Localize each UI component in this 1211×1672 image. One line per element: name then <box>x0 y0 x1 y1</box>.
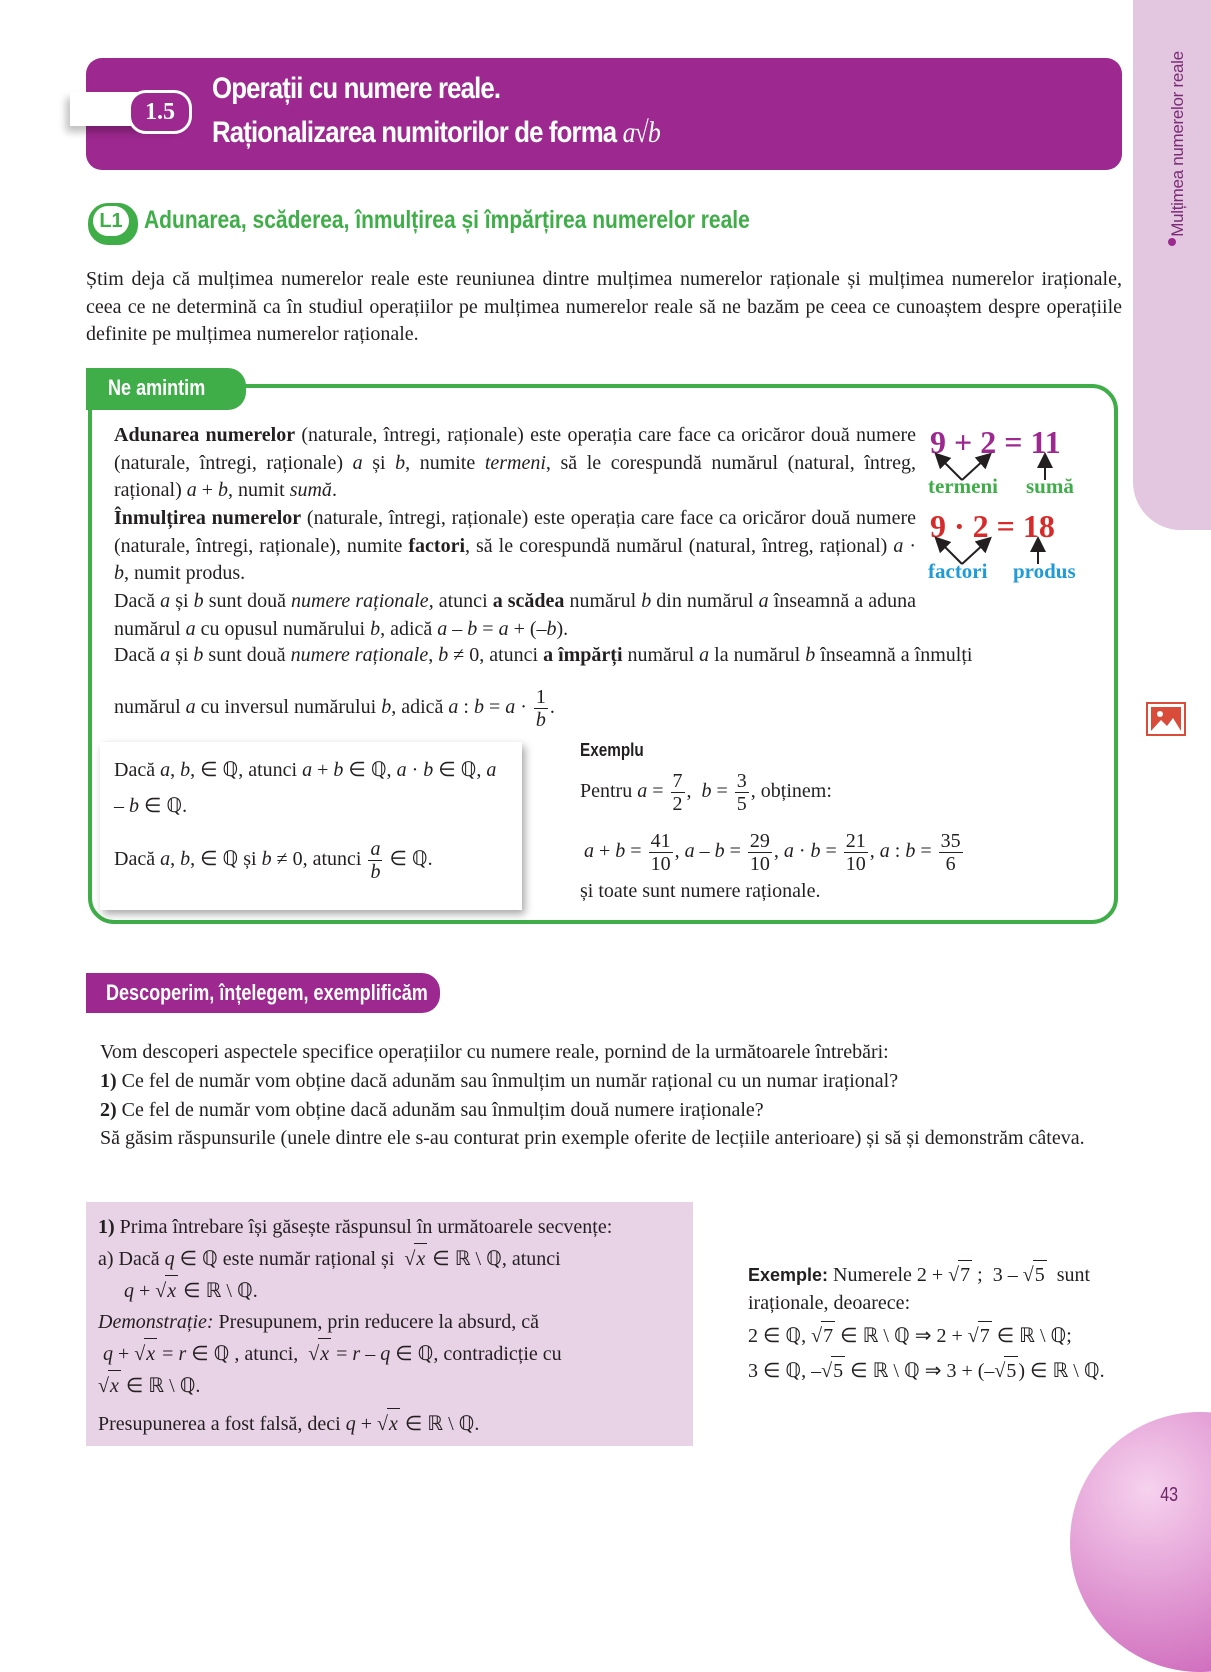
proof-conclusion: Presupunerea a fost falsă, deci q + √x ∈ ℝ \ ℚ. <box>98 1408 688 1440</box>
intro-paragraph: Știm deja că mulțimea numerelor reale este reuniunea dintre mulțimea numerelor raționale și mulțimea numerelor iraționale, ceea ce ne determină ca în studiul operațiilor pe mulțimea numerelor reale să ne bazăm pe ceea ce cunoaștem despre operațiile definite pe mulțimea numerelor raționale. <box>86 268 1122 345</box>
proof-step: q + √x = r ∈ ℚ , atunci, √x = r – q ∈ ℚ, contradicție cu <box>98 1338 688 1370</box>
lesson-title-line-1: Operații cu numere reale. <box>212 72 501 105</box>
definition-subtraction: Dacă a și b sunt două numere raționale, atunci a scădea numărul b din numărul a înseamnă a aduna numărul a cu opusul numărului b, adică a – b = a + (–b). <box>114 590 916 640</box>
label-termeni: termeni <box>928 474 998 498</box>
example-results: a + b = $\frac{41}{10}$ , a – b = $\frac{29}{10}$ , a · b = $\frac{21}{10}$ , a : b = $\frac{35}{6}$ <box>584 830 961 875</box>
closure-property: Dacă a, b, ∈ ℚ, atunci a + b ∈ ℚ, a · b ∈ ℚ, a – b ∈ ℚ. <box>114 759 497 817</box>
label-suma: sumă <box>1026 474 1074 498</box>
bullet-dot-icon <box>1168 238 1176 246</box>
example-heading: Exemplu <box>580 740 644 760</box>
answer-box-text <box>98 1212 688 1440</box>
discover-intro: Vom descoperi aspectele specifice operațiilor cu numere reale, pornind de la următoarele întrebări: <box>100 1041 889 1063</box>
gallery-image-icon[interactable] <box>1146 702 1186 736</box>
discover-closing: Să găsim răspunsurile (unele dintre ele s-au conturat prin exemple oferite de lecțiile anterioare) și să și demonstrăm câteva. <box>100 1127 1085 1149</box>
page-corner-decoration <box>1070 1412 1211 1672</box>
image-icon <box>1148 704 1184 734</box>
lesson-part-title: Adunarea, scăderea, înmulțirea și împărțirea numerelor reale <box>144 206 750 234</box>
title-math-expression: a√b <box>622 116 660 149</box>
addition-example-equation: 9 + 2 = 11 <box>930 424 1061 460</box>
example-given-values: Pentru a = $\frac{7}{2}$ , b = $\frac{3}{5}$ , obținem: <box>580 770 832 815</box>
answer-intro: 1) Prima întrebare își găsește răspunsul în următoarele secvențe: <box>98 1216 613 1238</box>
side-example-2: 3 ∈ ℚ, –√5 ∈ ℝ \ ℚ ⇒ 3 + (–√5 ) ∈ ℝ \ ℚ. <box>748 1356 1128 1385</box>
statement-a-result: q + √x ∈ ℝ \ ℚ. <box>98 1275 688 1307</box>
question-1: 1) Ce fel de număr vom obține dacă adunăm sau înmulțim un număr rațional cu un numar irațional? <box>100 1070 899 1092</box>
side-examples <box>748 1260 1128 1385</box>
lesson-title-line-2: Raționalizarea numitorilor de forma a√b <box>212 116 660 149</box>
definition-multiplication: Înmulțirea numerelor (naturale, întregi, raționale) este operația care face ca oricăror două numere (naturale, întregi, raționale), numite factori, să le corespundă numărul (natural, întreg, rațional) a · b, numit produs. <box>114 507 916 584</box>
definition-addition: Adunarea numerelor (naturale, întregi, raționale) este operația care face ca oricăror două numere (naturale, întregi, raționale) a și b, numite termeni, să le corespundă numărul (natural, întreg, rațional) a + b, numit sumă. <box>114 424 917 501</box>
equation-arrows <box>926 452 1086 582</box>
label-produs: produs <box>1013 559 1076 583</box>
proof-step-end: √x ∈ ℝ \ ℚ. <box>98 1370 688 1402</box>
reminder-tab-label: Ne amintim <box>108 375 206 400</box>
side-chapter-label: Mulțimea numerelor reale <box>1168 51 1187 237</box>
multiplication-example-equation: 9 · 2 = 18 <box>930 508 1055 544</box>
definition-division-formula: numărul a cu inversul numărului b, adică a : b = a · $\frac{1}{b}$ . <box>114 686 555 731</box>
question-2: 2) Ce fel de număr vom obține dacă adunăm sau înmulțim două numere iraționale? <box>100 1099 764 1121</box>
statement-a: a) Dacă q ∈ ℚ este număr rațional și √x ∈ ℝ \ ℚ, atunci <box>98 1243 688 1275</box>
side-example-1: 2 ∈ ℚ, √7 ∈ ℝ \ ℚ ⇒ 2 + √7 ∈ ℝ \ ℚ; <box>748 1321 1128 1350</box>
proof: Demonstrație: Presupunem, prin reducere la absurd, că <box>98 1311 539 1333</box>
lesson-number: 1.5 <box>128 90 192 134</box>
example-conclusion: și toate sunt numere raționale. <box>580 880 821 902</box>
page-number: 43 <box>1160 1484 1179 1506</box>
label-factori: factori <box>928 559 988 583</box>
definition-division: Dacă a și b sunt două numere raționale, b ≠ 0, atunci a împărți numărul a la numărul b înseamnă a înmulți <box>114 644 973 666</box>
discover-body <box>100 1038 1120 1152</box>
quotient-property: Dacă a, b, ∈ ℚ și b ≠ 0, atunci $\frac{a}{b}$ ∈ ℚ. <box>114 838 433 883</box>
discover-tab-label: Descoperim, înțelegem, exemplificăm <box>106 980 428 1005</box>
side-examples-intro: Exemple: Numerele 2 + √7 ; 3 – √5 sunt iraționale, deoarece: <box>748 1260 1128 1317</box>
lesson-part-badge: L1 <box>93 206 129 236</box>
